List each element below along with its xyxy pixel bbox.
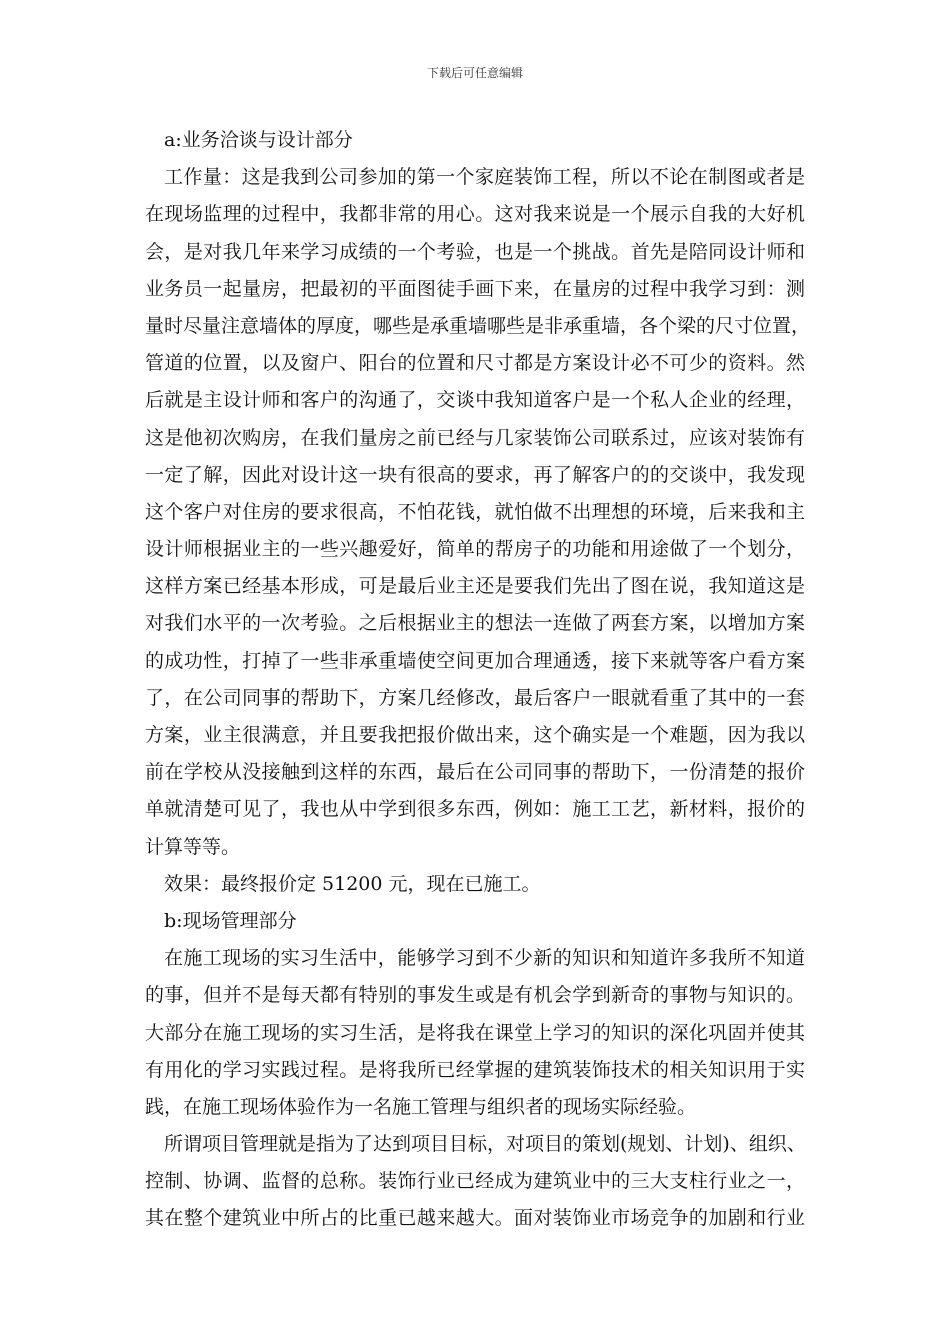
text-line: 会，是对我几年来学习成绩的一个考验，也是一个挑战。首先是陪同设计师和 <box>145 240 805 263</box>
text-line: 的成功性，打掉了一些非承重墙使空间更加合理通透，接下来就等客户看方案 <box>145 649 805 672</box>
text-line: 设计师根据业主的一些兴趣爱好，简单的帮房子的功能和用途做了一个划分， <box>145 538 805 561</box>
text-line: 践，在施工现场体验作为一名施工管理与组织者的现场实际经验。 <box>145 1095 697 1118</box>
text-line: 这样方案已经基本形成，可是最后业主还是要我们先出了图在说，我知道这是 <box>145 575 805 598</box>
text-line: 控制、协调、监督的总称。装饰行业已经成为建筑业中的三大支柱行业之一， <box>145 1170 805 1193</box>
text-line: 单就清楚可见了，我也从中学到很多东西，例如：施工工艺，新材料，报价的 <box>145 798 805 821</box>
text-line: 前在学校从没接触到这样的东西，最后在公司同事的帮助下，一份清楚的报价 <box>145 761 805 784</box>
text-line: 这个客户对住房的要求很高，不怕花钱，就怕做不出理想的环境，后来我和主 <box>145 500 805 523</box>
text-line: 计算等等。 <box>145 835 241 858</box>
text-line: 这是他初次购房，在我们量房之前已经与几家装饰公司联系过，应该对装饰有 <box>145 426 805 449</box>
text-line: 后就是主设计师和客户的沟通了，交谈中我知道客户是一个私人企业的经理， <box>145 389 805 412</box>
text-line: 效果：最终报价定 51200 元，现在已施工。 <box>164 872 541 895</box>
text-line: 了，在公司同事的帮助下，方案几经修改，最后客户一眼就看重了其中的一套 <box>145 686 805 709</box>
text-line: 对我们水平的一次考验。之后根据业主的想法一连做了两套方案，以增加方案 <box>145 612 805 635</box>
text-line: 其在整个建筑业中所占的比重已越来越大。面对装饰业市场竞争的加剧和行业 <box>145 1207 805 1230</box>
text-line: b:现场管理部分 <box>164 909 297 932</box>
text-line: 在施工现场的实习生活中，能够学习到不少新的知识和知道许多我所不知道 <box>164 947 805 970</box>
text-line: a:业务洽谈与设计部分 <box>164 129 353 151</box>
text-line: 有用化的学习实践过程。是将我所已经掌握的建筑装饰技术的相关知识用于实 <box>145 1058 805 1081</box>
text-line: 一定了解，因此对设计这一块有很高的要求，再了解客户的的交谈中，我发现 <box>145 463 805 486</box>
text-line: 管道的位置，以及窗户、阳台的位置和尺寸都是方案设计必不可少的资料。然 <box>145 352 805 375</box>
text-line: 业务员一起量房，把最初的平面图徒手画下来，在量房的过程中我学习到：测 <box>145 277 805 300</box>
text-line: 量时尽量注意墙体的厚度，哪些是承重墙哪些是非承重墙，各个梁的尺寸位置， <box>145 314 811 337</box>
page-header: 下载后可任意编辑 <box>426 66 523 80</box>
text-line: 方案，业主很满意，并且要我把报价做出来，这个确实是一个难题，因为我以 <box>145 724 805 746</box>
text-line: 大部分在施工现场的实习生活，是将我在课堂上学习的知识的深化巩固并使其 <box>145 1021 805 1044</box>
text-line: 所谓项目管理就是指为了达到项目目标，对项目的策划(规划、计划)、组织、 <box>164 1133 806 1156</box>
text-line: 工作量：这是我到公司参加的第一个家庭装饰工程，所以不论在制图或者是 <box>164 166 805 189</box>
text-line: 在现场监理的过程中，我都非常的用心。这对我来说是一个展示自我的大好机 <box>145 203 805 226</box>
document-body <box>145 122 811 1238</box>
text-line: 的事，但并不是每天都有特别的事发生或是有机会学到新奇的事物与知识的。 <box>145 984 805 1007</box>
